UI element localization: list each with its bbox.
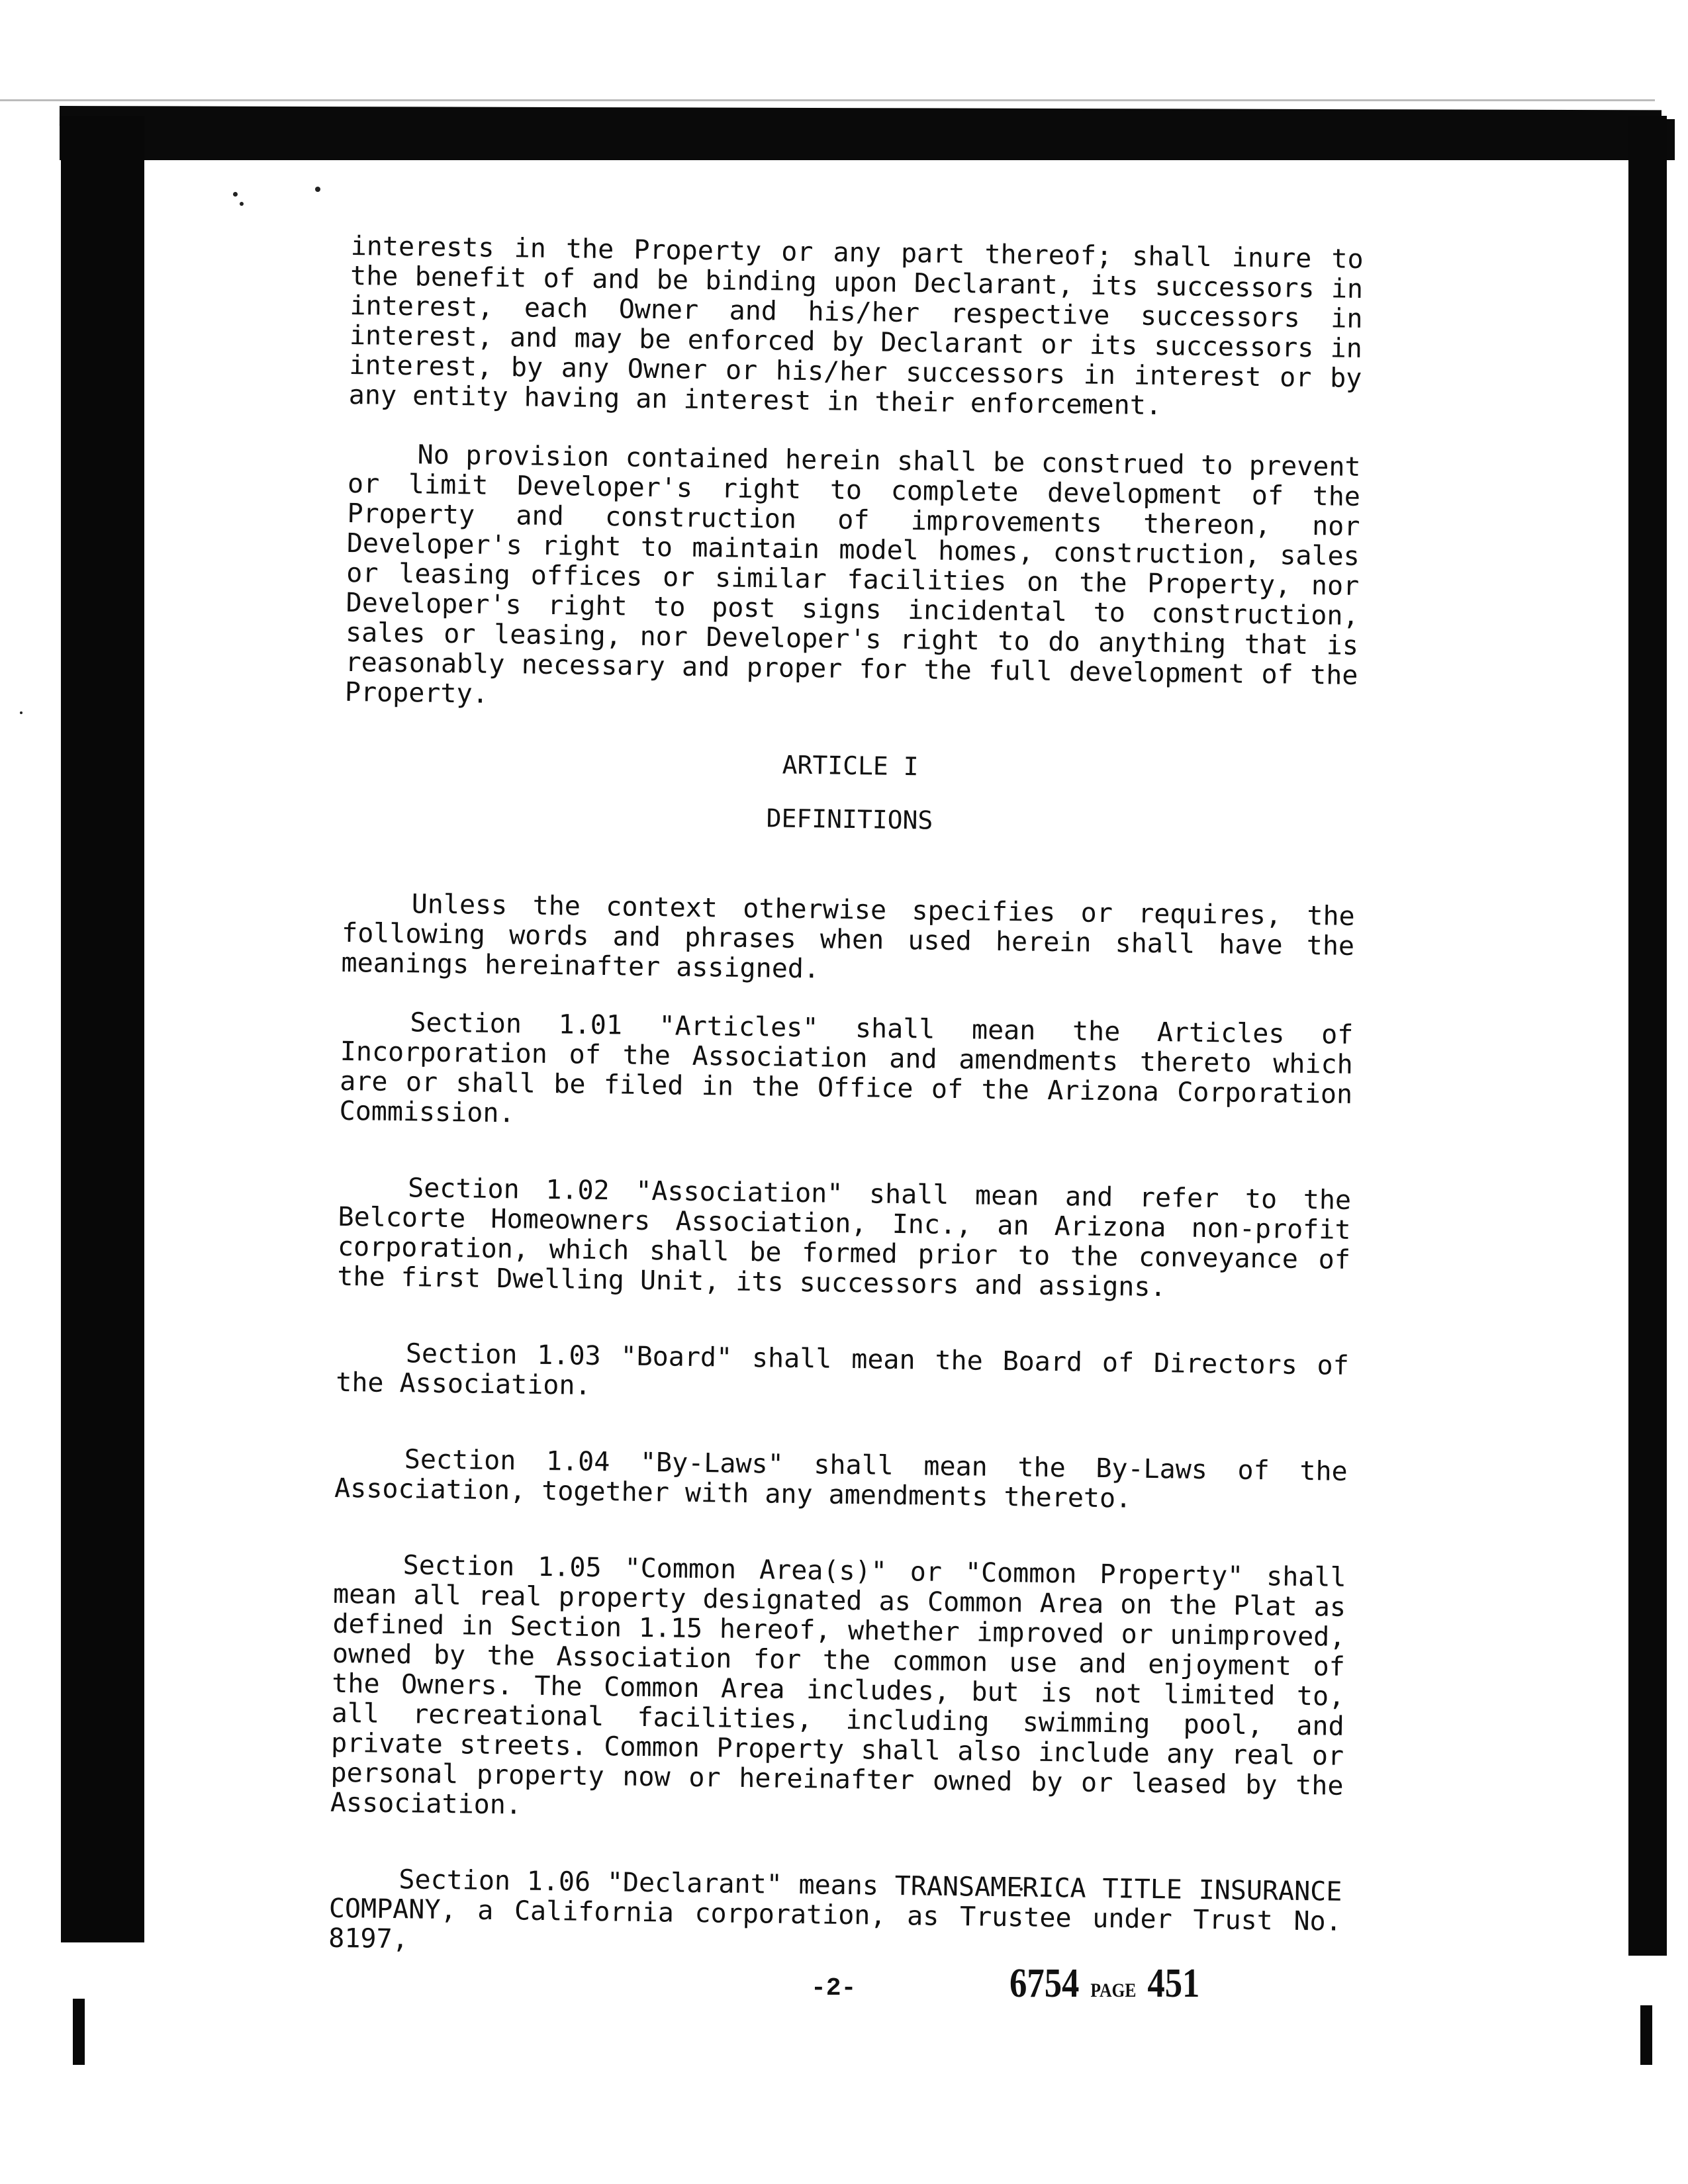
scan-right-border-foot [1640,2005,1652,2065]
article-heading: ARTICLE I [782,750,919,782]
paragraph-enforcement: interests in the Property or any part thereof; shall inure to the benefit of and be binding upon Declarant, its successors in interest, each Owner and his/her respective successors in interest, and may be enforced by Declarant or its successors in interest, by any Owner or his/her successors in interest or by any entity having an interest in their enforcement. [348,230,1364,422]
page-number: -2- [811,1974,857,2003]
section-1-05: Section 1.05 "Common Area(s)" or "Common Property" shall mean all real property designated as Common Area on the Plat as defined in Section 1.15 hereof, whether improved or unimproved, owned by the Association for the common use and enjoyment of the Owners. The Common Area includes, but is not limited to, all recreational facilities, including swimming pool, and private streets. Common Property shall also include any real or personal property now or hereinafter owned by or leased by the Association. [330,1550,1346,1821]
scan-right-border [1628,116,1667,1956]
scan-left-border [61,116,144,1942]
section-1-04: Section 1.04 "By-Laws" shall mean the By-Laws of the Association, together with any amendments thereto. [334,1444,1348,1514]
book-page-number: 451 [1147,1961,1200,2006]
scan-speck [20,711,23,714]
scan-speck [240,202,244,206]
scan-left-border-foot [73,1999,85,2065]
page-label: PAGE [1090,1979,1137,2001]
scan-edge-line [0,99,1655,101]
scan-speck [233,192,238,197]
scan-speck [315,187,320,192]
section-1-03: Section 1.03 "Board" shall mean the Board of Directors of the Association. [336,1338,1350,1401]
paragraph-developer-rights: No provision contained herein shall be construed to prevent or limit Developer's right to complete development of the Property and construction of improvements thereon, nor Developer's right to maintain model homes, construction, sales or leasing offices or similar facilities on the Property, nor Developer's right to post signs incidental to construction, sales or leasing, nor Developer's right to do anything that is reasonably necessary and proper for the full development of the Property. [344,439,1361,709]
section-1-02: Section 1.02 "Association" shall mean and refer to the Belcorte Homeowners Association, Inc., an Arizona non-profit corporation, which shall be formed prior to the conveyance of the first Dwelling Unit, its successors and assigns. [337,1173,1352,1303]
recording-stamp [1009,1960,1199,2007]
definitions-intro: Unless the context otherwise specifies or requires, the following words and phrases when used herein shall have the meanings hereinafter assigned. [341,889,1355,985]
scan-top-border-lower [60,119,1675,160]
document-body [328,232,1364,1996]
section-1-06: Section 1.06 "Declarant" means TRANSAMERICA TITLE INSURANCE COMPANY, a California corporation, as Trustee under Trust No. 8197, [328,1864,1342,1955]
book-number: 6754 [1009,1961,1080,2006]
definitions-heading: DEFINITIONS [766,803,933,835]
section-1-01: Section 1.01 "Articles" shall mean the Articles of Incorporation of the Association and amendments thereto which are or shall be filed in the Office of the Arizona Corporation Commission. [339,1007,1354,1129]
